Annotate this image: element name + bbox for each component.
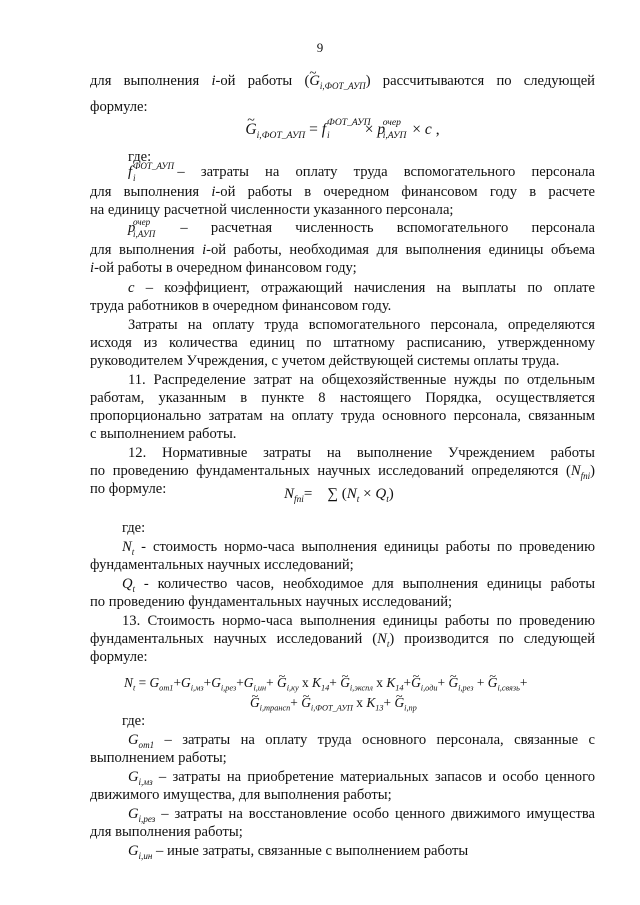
text-line: руководителем Учреждения, с учетом действующей системы оплаты труда. [90,353,560,369]
formula-3-line-1: $N_t = G_{от1}+G_{i,мз}+G_{i,рез}+G_{i,ин}+$ ~ $G_{i,ку}$ x $K_{14}+$ ~ $G_{i,экспл}$ x $K_{14}+\sim$ $G_{i,оди}+$ ~ $G_{i,рез}$ + ~ $G_{i,связь}+$ [124,674,599,692]
formula-2: $N_{fni}=$ ∑ $(N_t \times Q_t)$ [284,486,394,505]
text-line: формуле: [90,99,148,115]
formula-3-line-2: ~ $G_{i,трансп}+$ ~ $G_{i,ФОТ\_АУП}$ x $K_{13}+$ ~ $G_{i,пр}$ [250,694,590,712]
text-line: пропорционально затратам на оплату труда основного персонала, связанным [90,408,595,424]
page-number: 9 [316,40,324,55]
text-line: формуле: [90,649,148,665]
text-line: для выполнения i-ой работы, необходимая для выполнения единицы объема [90,242,595,258]
text-line: Затраты на оплату труда вспомогательного персонала, определяются [128,317,595,333]
text-line: $G_{i,рез}$ – затраты на восстановление особо ценного движимого имущества [128,806,595,824]
text-line: c – коэффициент, отражающий начисления на выплаты по оплате [128,280,595,296]
text-line: с выполнением работы. [90,426,237,442]
text-line: труда работников в очередном финансовом году. [90,298,392,314]
formula-symbol: ~ $G_{i,ФОТ\_АУП}$ [309,73,365,89]
text-line: выполнением работы; [90,750,227,766]
text-line: f ФОТ_АУП i – затраты на оплату труда вспомогательного персонала [128,160,595,183]
text-line: $Q_t$ - количество часов, необходимое для выполнения единицы работы [122,576,595,594]
text-line: по формуле: [90,481,167,497]
text-line: исходя из количества единиц по штатному расписанию, утвержденному [90,335,595,351]
text-line: 12. Нормативные затраты на выполнение Учреждением работы [128,445,595,461]
text-line: на единицу расчетной численности указанного персонала; [90,202,454,218]
text-line: $G_{от1}$ – затраты на оплату труда основного персонала, связанные с [128,732,595,750]
text-line: фундаментальных научных исследований; [90,557,354,573]
text-line: где: [128,149,152,165]
text-line: 13. Стоимость нормо-часа выполнения единицы работы по проведению [122,613,595,629]
text-line: для выполнения i-ой работы в очередном финансовом году в расчете [90,184,595,200]
text-line: где: [122,713,146,729]
text-line: для выполнения i-ой работы (~ $G_{i,ФОТ\_АУП}$) рассчитываются по следующей [90,72,595,90]
formula-symbol: f ФОТ_АУП i [128,160,175,183]
text-line: i-ой работы в очередном финансовом году; [90,260,357,276]
text-line: по проведению фундаментальных научных исследований определяются $(N_{fni})$ [90,463,595,481]
formula-1: ~ $G_{i,ФОТ\_АУП} = f$ ФОТ_АУП i × p очер i,АУП × c , [90,121,595,139]
text-line: по проведению фундаментальных научных исследований; [90,594,453,610]
text-line: $G_{i,мз}$ – затраты на приобретение материальных запасов и особо ценного [128,769,595,787]
text-line: работам, указанным в пункте 8 настоящего Порядка, осуществляется [90,390,595,406]
text-line: где: [122,520,146,536]
text-line: $N_t$ - стоимость нормо-часа выполнения единицы работы по проведению [122,539,595,557]
text-line: $G_{i,ин}$ – иные затраты, связанные с выполнением работы [128,843,469,861]
text-line: движимого имущества, для выполнения работы; [90,787,392,803]
text-line: p очер i,АУП – расчетная численность вспомогательного персонала [128,216,595,239]
text-line: 11. Распределение затрат на общехозяйственные нужды по отдельным [128,372,595,388]
text-line: для выполнения работы; [90,824,243,840]
formula-symbol: p очер i,АУП [128,216,156,239]
text-line: фундаментальных научных исследований $(N_t)$ производится по следующей [90,631,595,649]
